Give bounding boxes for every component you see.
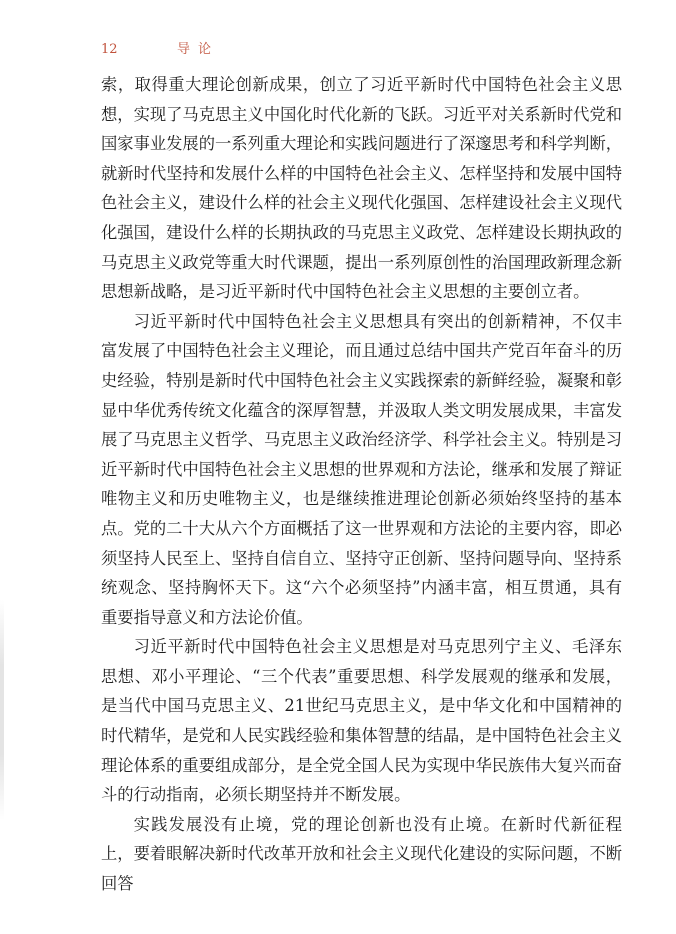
paragraph-3: 习近平新时代中国特色社会主义思想是对马克思列宁主义、毛泽东思想、邓小平理论、“三个代表”重要思想、科学发展观的继承和发展，是当代中国马克思主义、21世纪马克思主义，是中华文化和中国精神的时代精华，是党和人民实践经验和集体智慧的结晶，是中国特色社会主义理论体系的重要组成部分，是全党全国人民为实现中华民族伟大复兴而奋斗的行动指南，必须长期坚持并不断发展。 [101,637,623,805]
page-number: 12 [101,42,118,57]
section-title: 导论 [177,42,220,57]
paragraph-4: 实践发展没有止境，党的理论创新也没有止境。在新时代新征程上，要着眼解决新时代改革开放和社会主义现代化建设的实际问题，不断回答 [101,814,623,894]
paragraph-1: 索，取得重大理论创新成果，创立了习近平新时代中国特色社会主义思想，实现了马克思主义中国化时代化新的飞跃。习近平对关系新时代党和国家事业发展的一系列重大理论和实践问题进行了深邃思考和科学判断，就新时代坚持和发展什么样的中国特色社会主义、怎样坚持和发展中国特色社会主义，建设什么样的社会主义现代化强国、怎样建设社会主义现代化强国，建设什么样的长期执政的马克思主义政党、怎样建设长期执政的马克思主义政党等重大时代课题，提出一系列原创性的治国理政新理念新思想新战略，是习近平新时代中国特色社会主义思想的主要创立者。 [101,75,623,302]
paragraph-2: 习近平新时代中国特色社会主义思想具有突出的创新精神，不仅丰富发展了中国特色社会主义理论，而且通过总结中国共产党百年奋斗的历史经验，特别是新时代中国特色社会主义实践探索的新鲜经验，凝聚和彰显中华优秀传统文化蕴含的深厚智慧，并汲取人类文明发展成果，丰富发展了马克思主义哲学、马克思主义政治经济学、科学社会主义。特别是习近平新时代中国特色社会主义思想的世界观和方法论，继承和发展了辩证唯物主义和历史唯物主义，也是继续推进理论创新必须始终坚持的基本点。党的二十大从六个方面概括了这一世界观和方法论的主要内容，即必须坚持人民至上、坚持自信自立、坚持守正创新、坚持问题导向、坚持系统观念、坚持胸怀天下。这“六个必须坚持”内涵丰富，相互贯通，具有重要指导意义和方法论价值。 [101,311,623,627]
body-text [101,70,622,899]
page-edge-shadow [0,600,4,820]
